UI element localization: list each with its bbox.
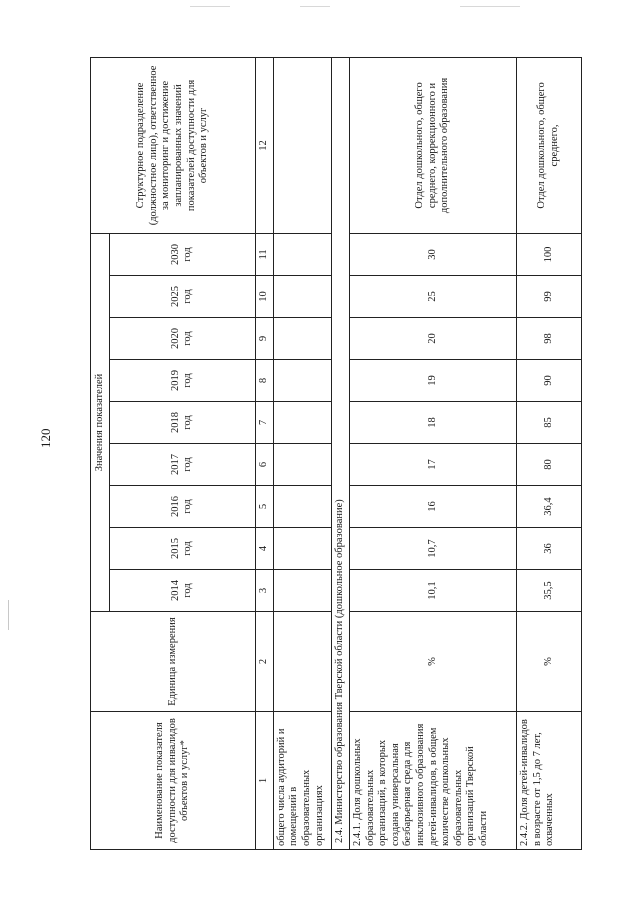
header-unit: Единица измерения (91, 612, 256, 712)
value-cell: 30 (350, 233, 517, 275)
header-year: 2030 год (109, 233, 255, 275)
value-cell: 85 (517, 402, 582, 444)
indicator-table (90, 57, 582, 850)
indicator-table-rotated (90, 58, 582, 850)
column-number: 7 (256, 402, 274, 444)
header-values-group: Значения показателей (91, 233, 110, 611)
header-year: 2025 год (109, 276, 255, 318)
table-row (350, 57, 517, 849)
scan-edge-mark (460, 6, 520, 7)
page-number: 120 (38, 428, 53, 448)
column-number: 4 (256, 528, 274, 570)
value-cell: 90 (517, 360, 582, 402)
scan-margin-mark (8, 600, 9, 630)
value-cell: 36,4 (517, 486, 582, 528)
value-cell: 98 (517, 318, 582, 360)
column-number: 8 (256, 360, 274, 402)
header-responsible: Структурное подразделение (должностное лицо), ответственное за мониторинг и достижение запланированных значений показателей доступности для объектов и услуг (91, 57, 256, 233)
row-responsible: Отдел дошкольного, общего среднего, коррекционного и дополнительного образования (350, 57, 517, 233)
value-cell: 25 (350, 276, 517, 318)
scan-edge-mark (300, 6, 330, 7)
row-name: 2.4.2. Доля детей-инвалидов в возрасте от 1,5 до 7 лет, охваченных (517, 712, 582, 850)
scan-edge-mark (190, 6, 230, 7)
table-row (273, 57, 331, 849)
column-number: 1 (256, 712, 274, 850)
column-number: 11 (256, 233, 274, 275)
value-cell: 36 (517, 528, 582, 570)
value-cell: 100 (517, 233, 582, 275)
column-number: 5 (256, 486, 274, 528)
value-cell: 10,1 (350, 570, 517, 612)
value-cell: 16 (350, 486, 517, 528)
column-number: 3 (256, 570, 274, 612)
column-number: 10 (256, 276, 274, 318)
section-title: 2.4. Министерство образования Тверской области (дошкольное образование) (331, 57, 349, 849)
header-year: 2018 год (109, 402, 255, 444)
value-cell: 99 (517, 276, 582, 318)
header-year: 2017 год (109, 444, 255, 486)
column-number: 9 (256, 318, 274, 360)
value-cell: 18 (350, 402, 517, 444)
column-number: 12 (256, 57, 274, 233)
header-year: 2019 год (109, 360, 255, 402)
row-responsible: Отдел дошкольного, общего среднего, (517, 57, 582, 233)
value-cell: 10,7 (350, 528, 517, 570)
value-cell: 19 (350, 360, 517, 402)
section-row (331, 57, 349, 849)
header-year: 2016 год (109, 486, 255, 528)
header-name: Наименование показателя доступности для инвалидов объектов и услуг* (91, 712, 256, 850)
column-number-row (256, 57, 274, 849)
value-cell: 35,5 (517, 570, 582, 612)
row-name: общего числа аудиторий и помещений в образовательных организациях (273, 712, 331, 850)
header-year: 2014 год (109, 570, 255, 612)
row-unit: % (517, 612, 582, 712)
row-name: 2.4.1. Доля дошкольных образовательных организаций, в которых создана универсальная безбарьерная среда для инклюзивного образования детей-инвалидов, в общем количестве дошкольных образовательных организаций Тверской области (350, 712, 517, 850)
column-number: 2 (256, 612, 274, 712)
table-row (517, 57, 582, 849)
value-cell: 80 (517, 444, 582, 486)
header-year: 2020 год (109, 318, 255, 360)
value-cell: 20 (350, 318, 517, 360)
row-unit: % (350, 612, 517, 712)
header-year: 2015 год (109, 528, 255, 570)
value-cell: 17 (350, 444, 517, 486)
column-number: 6 (256, 444, 274, 486)
